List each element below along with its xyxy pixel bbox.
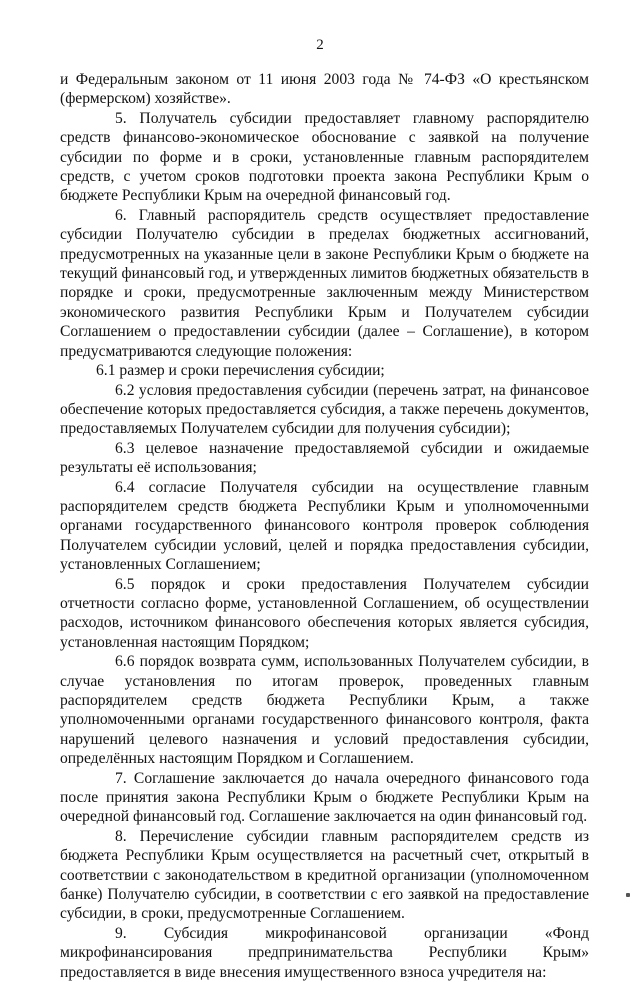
scan-speck	[626, 893, 630, 897]
paragraph-6-5: 6.5 порядок и сроки предоставления Получателем субсидии отчетности согласно форме, установленной Соглашением, об осуществлении расходов, источником финансового обеспечения которых является субсидия, установленная настоящим Порядком;	[60, 575, 589, 651]
paragraph-7: 7. Соглашение заключается до начала очередного финансового года после принятия закона Республики Крым о бюджете Республики Крым на очередной финансовый год. Соглашение заключается на один финансовый год.	[60, 769, 589, 826]
paragraph-6-4: 6.4 согласие Получателя субсидии на осуществление главным распорядителем средств бюджета Республики Крым и уполномоченными органами государственного финансового контроля проверок соблюдения Получателем субсидии условий, целей и порядка предоставления субсидии, установленных Соглашением;	[60, 478, 589, 574]
paragraph-6-3: 6.3 целевое назначение предоставляемой субсидии и ожидаемые результаты её использования;	[60, 439, 589, 477]
page-number: 2	[316, 37, 324, 53]
paragraph-5: 5. Получатель субсидии предоставляет главному распорядителю средств финансово-экономическое обоснование с заявкой на получение субсидии по форме и в сроки, установленные главным распорядителем средств, с учетом сроков подготовки проекта закона Республики Крым о бюджете Республики Крым на очередной финансовый год.	[60, 109, 589, 205]
paragraph-6-2: 6.2 условия предоставления субсидии (перечень затрат, на финансовое обеспечение которых предоставляется субсидия, а также перечень документов, предоставляемых Получателем субсидии для получения субсидии);	[60, 381, 589, 438]
paragraph-intro: и Федеральным законом от 11 июня 2003 года № 74-ФЗ «О крестьянском (фермерском) хозяйстве».	[60, 71, 589, 108]
paragraph-6: 6. Главный распорядитель средств осуществляет предоставление субсидии Получателю субсидии в пределах бюджетных ассигнований, предусмотренных на указанные цели в законе Республики Крым о бюджете на текущий финансовый год, и утвержденных лимитов бюджетных обязательств в порядке и сроки, предусмотренные заключенным между Министерством экономического развития Республики Крым и Получателем субсидии Соглашением о предоставлении субсидии (далее – Соглашение), в котором предусматриваются следующие положения:	[60, 206, 589, 360]
paragraph-6-6: 6.6 порядок возврата сумм, использованных Получателем субсидии, в случае установления по итогам проверок, проведенных главным распорядителем средств бюджета Республики Крым, а также уполномоченными органами государственного финансового контроля, факта нарушений целевого назначения и условий предоставления субсидии, определённых настоящим Порядком и Соглашением.	[60, 653, 589, 768]
document-body	[60, 70, 589, 982]
paragraph-6-1: 6.1 размер и сроки перечисления субсидии;	[96, 362, 385, 380]
paragraph-9: 9. Субсидия микрофинансовой организации «Фонд микрофинансирования предпринимательства Республики Крым» предоставляется в виде внесения имущественного взноса учредителя на:	[60, 924, 589, 981]
paragraph-8: 8. Перечисление субсидии главным распорядителем средств из бюджета Республики Крым осуществляется на расчетный счет, открытый в соответствии с законодательством в кредитной организации (уполномоченном банке) Получателю субсидии, в соответствии с его заявкой на предоставление субсидии, в сроки, предусмотренные Соглашением.	[60, 827, 589, 923]
